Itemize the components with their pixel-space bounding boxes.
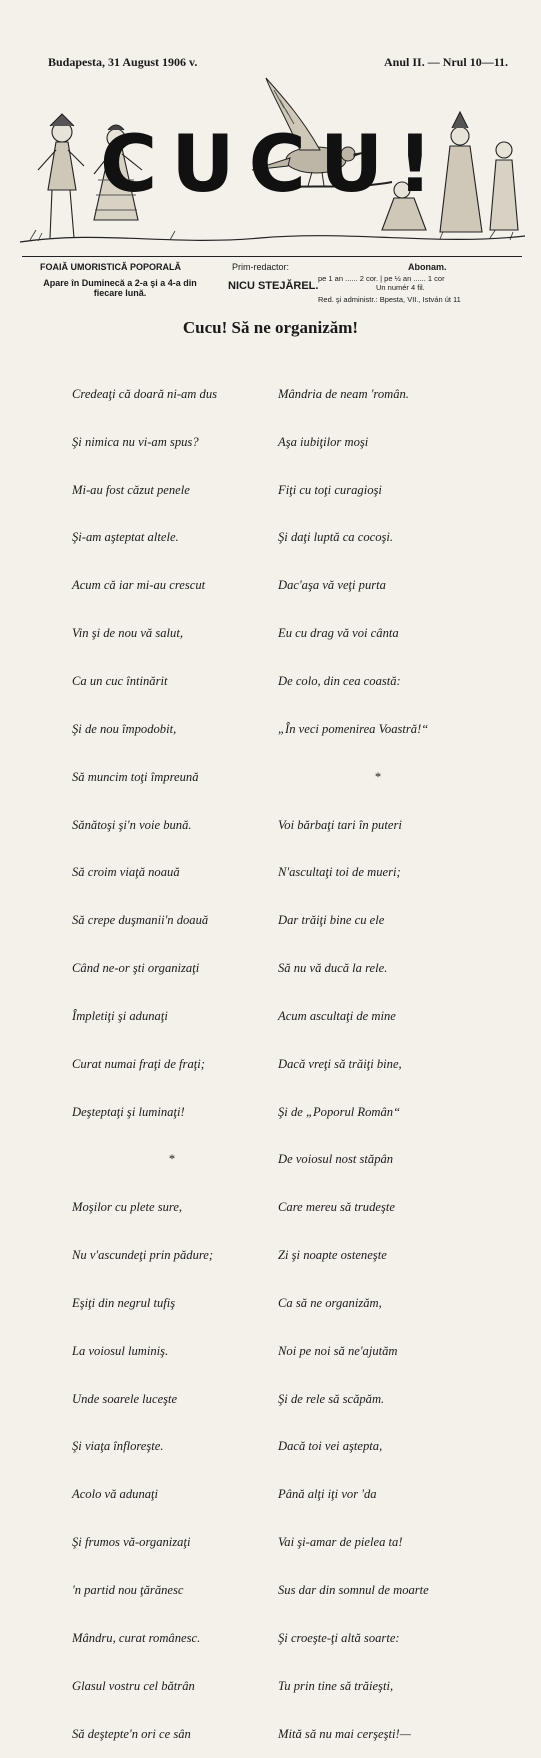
poem-line: Până alţi iţi vor 'da — [278, 1487, 377, 1502]
poem-line: Sănătoşi şi'n voie bună. — [72, 817, 192, 832]
poem-line: Glasul vostru cel bătrân — [72, 1678, 195, 1693]
poem-line: Vai şi-amar de pielea ta! — [278, 1535, 403, 1550]
article-title: Cucu! Să ne organizăm! — [182, 318, 359, 337]
poem-line: Dar trăiţi bine cu ele — [278, 913, 385, 928]
poem-line: Eu cu drag vă voi cânta — [278, 626, 399, 641]
editor-name: NICU STEJĂREL. — [228, 280, 319, 292]
poem-line: Mândria de neam 'român. — [278, 386, 409, 401]
poem-line: Voi bărbaţi tari în puteri — [278, 817, 402, 832]
poem-line: Curat numai fraţi de fraţi; — [72, 1056, 205, 1071]
poem-line: Şi de rele să scăpăm. — [278, 1391, 385, 1406]
poem-line: Mândru, curat românesc. — [72, 1630, 201, 1645]
poem-line: Şi daţi luptă ca cocoşi. — [278, 530, 394, 545]
poem-line: Mi-au fost căzut penele — [72, 482, 190, 497]
poem-line: Vin şi de nou vă salut, — [72, 626, 184, 641]
poem-line: Dac'aşa vă veţi purta — [278, 578, 386, 593]
poem-line: 'n partid nou ţărănesc — [72, 1583, 184, 1597]
poem-line: Să nu vă ducă la rele. — [278, 961, 388, 976]
poem-line: Şi frumos vă-organizaţi — [72, 1535, 191, 1550]
poem-line: Să deştepte'n ori ce sân — [72, 1726, 191, 1741]
poem-line: Fiţi cu toţi curagioşi — [278, 482, 382, 497]
appearance-note: Apare în Duminecă a 2-a şi a 4-a din fiecare lună. — [43, 278, 197, 298]
poem-column-right — [278, 355, 478, 1758]
masthead-rule — [22, 256, 522, 257]
peasant-right-figure — [490, 142, 518, 230]
poem-line: Să muncim toţi împreună — [72, 769, 199, 784]
poem-line: Sus dar din somnul de moarte — [278, 1583, 429, 1597]
poem-line: Şi de „Poporul Român“ — [278, 1104, 401, 1119]
poem-line: Aşa iubiţilor moşi — [278, 434, 369, 449]
poem-line: Să croim viaţă noauă — [72, 865, 180, 880]
poem-line: Să crepe duşmanii'n doauă — [72, 913, 209, 928]
poem-line: Ca să ne organizăm, — [278, 1295, 382, 1310]
address: Red. şi administr.: Bpesta, VII., István út 11 — [318, 295, 461, 304]
single-issue-price: Un numér 4 fil. — [376, 283, 425, 292]
poem-line: Şi croeşte-ţi altă soarte: — [278, 1630, 400, 1645]
poem-line: Nu v'ascundeţi prin pădure; — [72, 1248, 214, 1263]
poem-line: Deşteptaţi şi luminaţi! — [72, 1104, 185, 1119]
poem-line: Acum că iar mi-au crescut — [72, 578, 206, 593]
peasant-man-figure — [38, 114, 84, 238]
poem-line: Dacă vreţi să trăiţi bine, — [278, 1056, 402, 1071]
poem-line: Noi pe noi să ne'ajutăm — [278, 1343, 398, 1358]
issue-date: Budapesta, 31 August 1906 v. — [48, 55, 198, 69]
stanza-separator: * — [374, 769, 382, 784]
poem-line: Când ne-or şti organizaţi — [72, 961, 200, 976]
poem-column-left — [72, 355, 272, 1758]
subscription-label: Abonam. — [408, 262, 447, 272]
masthead-title: CUCU! — [100, 120, 447, 210]
poem-line: Mită să nu mai cerşeşti!— — [278, 1726, 411, 1741]
poem-line: Care mereu să trudeşte — [278, 1200, 395, 1215]
poem-line: Eşiţi din negrul tufiş — [72, 1295, 176, 1310]
poem-line: Credeaţi că doară ni-am dus — [72, 386, 218, 401]
poem-line: La voiosul luminiş. — [72, 1343, 169, 1358]
poem-line: Împletiţi şi adunaţi — [72, 1008, 168, 1023]
ground-line — [20, 236, 525, 242]
editor-label: Prim-redactor: — [232, 262, 290, 272]
poem-line: Tu prin tine să trăieşti, — [278, 1678, 394, 1693]
stanza-separator: * — [168, 1152, 176, 1167]
poem-line: Şi nimica nu vi-am spus? — [72, 434, 199, 449]
poem-line: Dacă toi vei aştepta, — [278, 1439, 383, 1454]
poem-line: Acum ascultaţi de mine — [278, 1008, 396, 1023]
tagline: FOAIĂ UMORISTICĂ POPORALĂ — [40, 262, 181, 272]
poem-line: Şi-am aşteptat altele. — [72, 530, 179, 545]
issue-number: Anul II. — Nrul 10—11. — [384, 55, 509, 69]
poem-line: Unde soarele luceşte — [72, 1391, 178, 1406]
poem-line: Ca un cuc întinărit — [72, 673, 168, 688]
poem-line: N'ascultaţi toi de mueri; — [278, 865, 401, 880]
poem-line: De voiosul nost stăpân — [278, 1152, 394, 1167]
poem-line: Şi de nou împodobit, — [72, 721, 177, 736]
poem-line: Zi şi noapte osteneşte — [278, 1248, 387, 1263]
poem-line: Acolo vă adunaţi — [72, 1487, 159, 1502]
poem-line: Şi viaţa înfloreşte. — [72, 1439, 164, 1454]
poem-line: „În veci pomenirea Voastră!“ — [278, 721, 429, 736]
poem-line: Moşilor cu plete sure, — [72, 1200, 183, 1215]
poem-line: De colo, din cea coastă: — [278, 673, 401, 688]
subscription-prices: pe 1 an ...... 2 cor. | pe ½ an ...... 1 cor — [318, 274, 445, 283]
